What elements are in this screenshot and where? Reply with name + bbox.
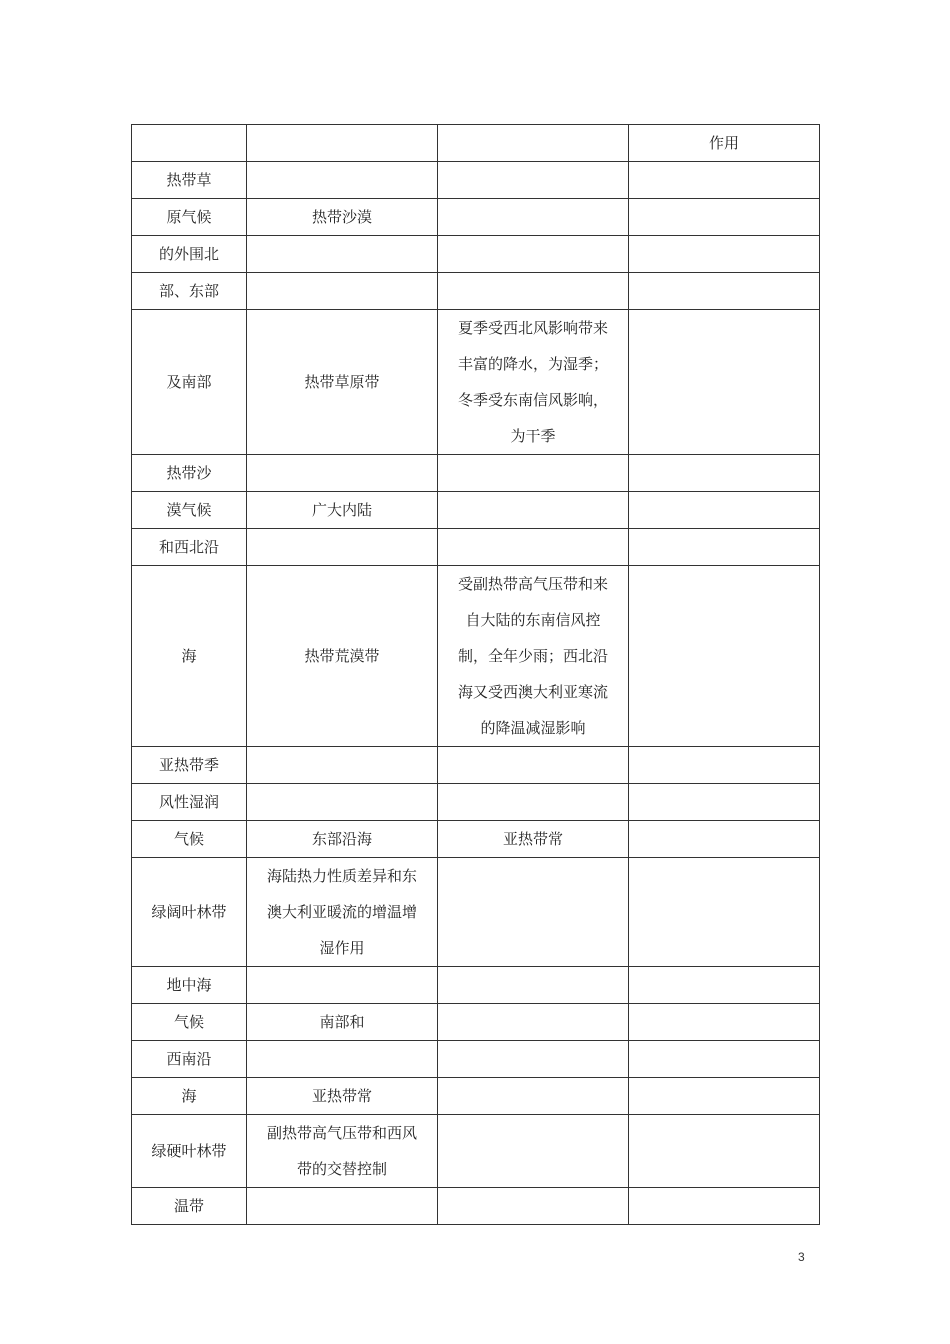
table-cell (438, 1078, 629, 1115)
table-cell (629, 566, 820, 747)
table-cell: 副热带高气压带和西风 带的交替控制 (247, 1115, 438, 1188)
table-cell: 热带草原带 (247, 310, 438, 455)
table-cell (629, 199, 820, 236)
table-cell (247, 455, 438, 492)
table-cell: 风性湿润 (132, 784, 247, 821)
table-cell (629, 967, 820, 1004)
table-cell (438, 273, 629, 310)
table-cell (629, 784, 820, 821)
table-cell: 夏季受西北风影响带来 丰富的降水，为湿季； 冬季受东南信风影响， 为干季 (438, 310, 629, 455)
table-cell (247, 236, 438, 273)
table-cell: 和西北沿 (132, 529, 247, 566)
table-cell (438, 492, 629, 529)
table-cell (247, 273, 438, 310)
table-cell (629, 492, 820, 529)
table-cell: 广大内陆 (247, 492, 438, 529)
table-row (132, 858, 820, 967)
table-cell: 热带荒漠带 (247, 566, 438, 747)
table-row (132, 821, 820, 858)
table-cell (629, 858, 820, 967)
table-cell (629, 162, 820, 199)
table-cell (438, 1188, 629, 1225)
table-cell: 海 (132, 566, 247, 747)
table-cell (438, 199, 629, 236)
table-cell: 气候 (132, 1004, 247, 1041)
table-cell (629, 529, 820, 566)
table-cell: 热带沙漠 (247, 199, 438, 236)
page-number: 3 (798, 1250, 805, 1264)
table-cell: 气候 (132, 821, 247, 858)
table-cell: 原气候 (132, 199, 247, 236)
table-row (132, 1078, 820, 1115)
table-cell: 海 (132, 1078, 247, 1115)
table-row (132, 784, 820, 821)
table-cell (629, 1078, 820, 1115)
table-row (132, 529, 820, 566)
table-cell: 漠气候 (132, 492, 247, 529)
table-cell (247, 125, 438, 162)
table-cell: 海陆热力性质差异和东 澳大利亚暖流的增温增 湿作用 (247, 858, 438, 967)
table-cell: 亚热带季 (132, 747, 247, 784)
table-cell: 亚热带常 (247, 1078, 438, 1115)
table-cell: 温带 (132, 1188, 247, 1225)
table-cell: 受副热带高气压带和来 自大陆的东南信风控 制，全年少雨；西北沿 海又受西澳大利亚寒流 的降温减湿影响 (438, 566, 629, 747)
table-cell (629, 747, 820, 784)
table-cell: 绿硬叶林带 (132, 1115, 247, 1188)
table-row (132, 747, 820, 784)
table-cell (438, 967, 629, 1004)
table-cell: 热带草 (132, 162, 247, 199)
table-cell (247, 784, 438, 821)
table-cell: 及南部 (132, 310, 247, 455)
table-cell (247, 162, 438, 199)
table-row (132, 967, 820, 1004)
table-row (132, 492, 820, 529)
table-cell (132, 125, 247, 162)
table-row (132, 199, 820, 236)
table-cell (629, 1188, 820, 1225)
table-cell (629, 273, 820, 310)
table-cell (247, 1041, 438, 1078)
table-row (132, 310, 820, 455)
table-cell (438, 1004, 629, 1041)
table-cell: 的外围北 (132, 236, 247, 273)
table-cell (438, 125, 629, 162)
table-row (132, 1188, 820, 1225)
table-cell: 绿阔叶林带 (132, 858, 247, 967)
table-row (132, 273, 820, 310)
table-row (132, 566, 820, 747)
table-cell (438, 1115, 629, 1188)
table-cell (438, 529, 629, 566)
table-cell (629, 236, 820, 273)
table-cell (438, 236, 629, 273)
table-cell (629, 1115, 820, 1188)
table-cell (438, 858, 629, 967)
table-cell: 西南沿 (132, 1041, 247, 1078)
table-row (132, 1004, 820, 1041)
table-cell: 东部沿海 (247, 821, 438, 858)
table-cell: 作用 (629, 125, 820, 162)
table-cell: 南部和 (247, 1004, 438, 1041)
table-row (132, 125, 820, 162)
table-row (132, 455, 820, 492)
table-cell (629, 821, 820, 858)
table-cell (247, 967, 438, 1004)
table-cell (438, 162, 629, 199)
table-cell: 热带沙 (132, 455, 247, 492)
table-cell: 亚热带常 (438, 821, 629, 858)
table-cell (629, 1041, 820, 1078)
table-row (132, 1115, 820, 1188)
table-cell (247, 1188, 438, 1225)
table-cell (438, 1041, 629, 1078)
table-cell (629, 455, 820, 492)
table-cell: 部、东部 (132, 273, 247, 310)
table-cell (629, 1004, 820, 1041)
table-row (132, 1041, 820, 1078)
table-row (132, 162, 820, 199)
table-cell: 地中海 (132, 967, 247, 1004)
table-cell (438, 455, 629, 492)
table-cell (438, 747, 629, 784)
table-cell (247, 529, 438, 566)
table-cell (247, 747, 438, 784)
table-cell (438, 784, 629, 821)
table-row (132, 236, 820, 273)
table-cell (629, 310, 820, 455)
climate-table (131, 124, 820, 1225)
